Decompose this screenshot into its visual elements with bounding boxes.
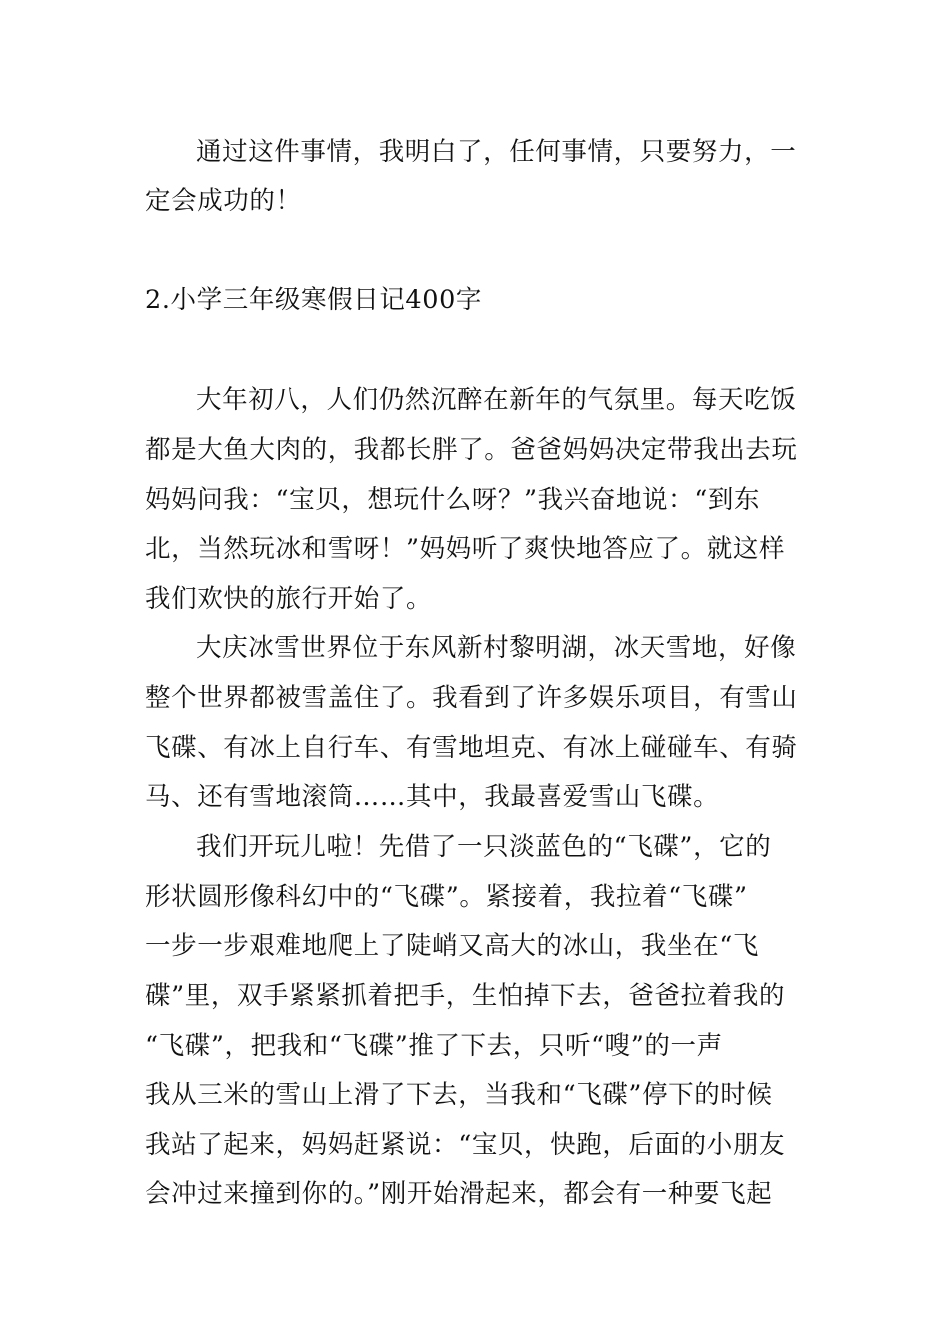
paragraph-3-line-8: 会冲过来撞到你的。”刚开始滑起来，都会有一种要飞起 [145, 1179, 773, 1209]
paragraph-3-line-1: 我们开玩儿啦！先借了一只淡蓝色的“飞碟”，它的 [196, 832, 772, 862]
paragraph-1-line-3: 妈妈问我：“宝贝，想玩什么呀？”我兴奋地说：“到东 [145, 485, 761, 515]
paragraph-3-line-4: 碟”里，双手紧紧抓着把手，生怕掉下去，爸爸拉着我的 [145, 981, 786, 1011]
paragraph-2-line-1: 大庆冰雪世界位于东风新村黎明湖，冰天雪地，好像 [196, 633, 797, 663]
paragraph-3-line-6: 我从三米的雪山上滑了下去，当我和“飞碟”停下的时候 [145, 1080, 773, 1110]
paragraph-intro-line-2: 定会成功的！ [145, 186, 302, 216]
paragraph-1-line-2: 都是大鱼大肉的，我都长胖了。爸爸妈妈决定带我出去玩 [145, 435, 798, 465]
paragraph-1-line-5: 我们欢快的旅行开始了。 [145, 584, 433, 614]
paragraph-1-line-1: 大年初八，人们仍然沉醉在新年的气氛里。每天吃饭 [196, 385, 797, 415]
paragraph-2-line-4: 马、还有雪地滚筒……其中，我最喜爱雪山飞碟。 [145, 782, 720, 812]
paragraph-3-line-5: “飞碟”，把我和“飞碟”推了下去，只听“嗖”的一声 [145, 1031, 723, 1061]
paragraph-3-line-2: 形状圆形像科幻中的“飞碟”。紧接着，我拉着“飞碟” [145, 882, 748, 912]
paragraph-2-line-2: 整个世界都被雪盖住了。我看到了许多娱乐项目，有雪山 [145, 683, 798, 713]
paragraph-2-line-3: 飞碟、有冰上自行车、有雪地坦克、有冰上碰碰车、有骑 [145, 733, 798, 763]
section-heading: 2.小学三年级寒假日记400字 [145, 285, 483, 315]
paragraph-3-line-3: 一步一步艰难地爬上了陡峭又高大的冰山，我坐在“飞 [145, 931, 759, 961]
paragraph-intro-line-1: 通过这件事情，我明白了，任何事情，只要努力，一 [196, 137, 797, 167]
paragraph-3-line-7: 我站了起来，妈妈赶紧说：“宝贝，快跑，后面的小朋友 [145, 1130, 786, 1160]
paragraph-1-line-4: 北，当然玩冰和雪呀！”妈妈听了爽快地答应了。就这样 [145, 534, 786, 564]
